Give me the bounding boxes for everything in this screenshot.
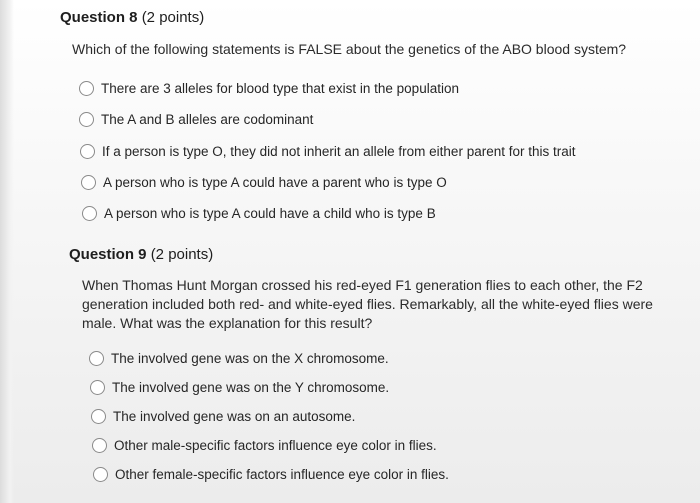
question-8-points: (2 points) (141, 9, 205, 26)
radio-button[interactable] (92, 438, 107, 453)
radio-button[interactable] (90, 380, 105, 395)
option-label: There are 3 alleles for blood type that exist in the population (101, 81, 459, 96)
question-9-option-1[interactable] (89, 351, 389, 366)
option-label: The involved gene was on the Y chromosome. (112, 380, 390, 395)
radio-button[interactable] (89, 351, 104, 366)
page-edge-shadow (0, 0, 14, 503)
question-9-number: Question 9 (69, 246, 147, 263)
option-label: Other female-specific factors influence eye color in flies. (115, 467, 449, 482)
option-label: If a person is type O, they did not inherit an allele from either parent for this trait (102, 144, 576, 159)
question-9-heading (69, 246, 213, 263)
question-9-text-line-3: male. What was the explanation for this result? (82, 315, 373, 331)
option-label: The involved gene was on the X chromosome. (111, 351, 389, 366)
option-label: The A and B alleles are codominant (101, 112, 314, 127)
question-8-option-1[interactable] (79, 81, 459, 96)
option-label: A person who is type A could have a child who is type B (104, 206, 436, 221)
question-9-text-line-1: When Thomas Hunt Morgan crossed his red-eyed F1 generation flies to each other, the F2 (82, 277, 643, 293)
radio-button[interactable] (82, 206, 97, 221)
question-8-option-5[interactable] (82, 206, 436, 221)
question-8-option-2[interactable] (79, 112, 313, 127)
radio-button[interactable] (91, 409, 106, 424)
question-8-option-3[interactable] (80, 144, 576, 159)
option-label: A person who is type A could have a parent who is type O (103, 175, 447, 190)
option-label: Other male-specific factors influence eye color in flies. (114, 438, 437, 453)
radio-button[interactable] (79, 81, 94, 96)
radio-button[interactable] (93, 467, 108, 482)
radio-button[interactable] (80, 144, 95, 159)
radio-button[interactable] (79, 112, 94, 127)
question-8-text: Which of the following statements is FALSE about the genetics of the ABO blood system? (72, 41, 627, 57)
question-8-heading (60, 9, 204, 26)
option-label: The involved gene was on an autosome. (113, 409, 356, 424)
question-8-option-4[interactable] (81, 175, 447, 190)
question-9-points: (2 points) (150, 246, 214, 263)
question-8-number: Question 8 (60, 9, 138, 26)
question-9-text-line-2: generation included both red- and white-eyed flies. Remarkably, all the white-eyed flies were (82, 296, 653, 312)
question-9-text (82, 276, 653, 333)
radio-button[interactable] (81, 175, 96, 190)
question-9-option-3[interactable] (91, 409, 355, 424)
question-9-option-4[interactable] (92, 438, 437, 453)
question-9-option-5[interactable] (93, 467, 449, 482)
question-9-option-2[interactable] (90, 380, 389, 395)
